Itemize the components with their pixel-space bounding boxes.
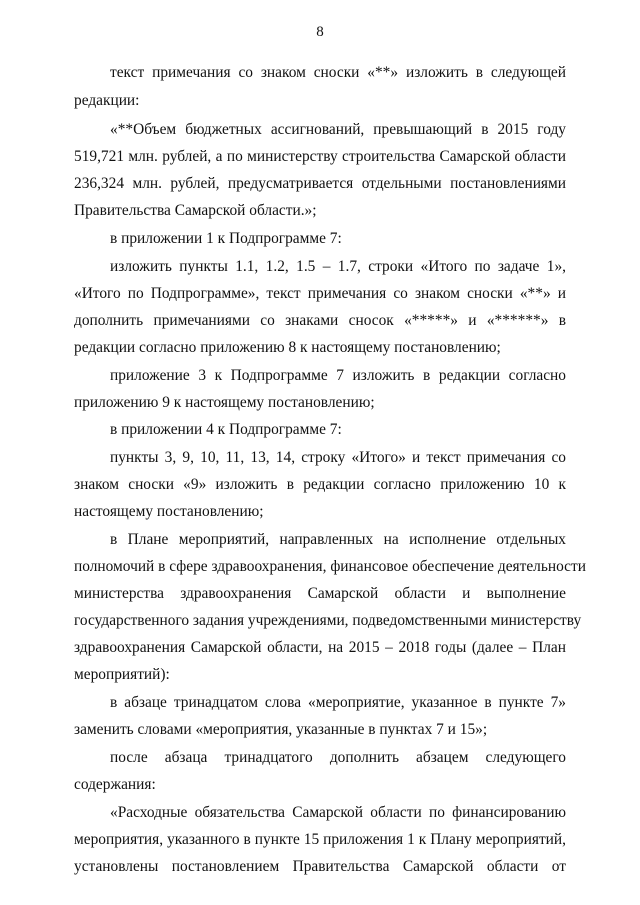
text-line: дополнить примечаниями со знаками сносок «*****» и «******» в (74, 312, 566, 329)
text-line: мероприятий): (74, 666, 170, 683)
text-line: содержания: (74, 776, 156, 793)
text-line: текст примечания со знаком сноски «**» изложить в следующей (110, 64, 566, 81)
text-line: пункты 3, 9, 10, 11, 13, 14, строку «Итого» и текст примечания со (110, 449, 566, 466)
text-line: здравоохранения Самарской области, на 2015 – 2018 годы (далее – План (74, 639, 566, 656)
text-line: полномочий в сфере здравоохранения, финансовое обеспечение деятельности (74, 558, 586, 575)
text-line: настоящему постановлению; (74, 503, 264, 520)
text-line: после абзаца тринадцатого дополнить абзацем следующего (110, 749, 566, 766)
text-line: в абзаце тринадцатом слова «мероприятие, указанное в пункте 7» (110, 694, 566, 711)
text-line: установлены постановлением Правительства Самарской области от (74, 858, 566, 875)
text-line: приложение 3 к Подпрограмме 7 изложить в редакции согласно (110, 367, 566, 384)
text-line: редакции согласно приложению 8 к настоящему постановлению; (74, 339, 501, 356)
text-line: в приложении 1 к Подпрограмме 7: (110, 230, 342, 247)
text-line: 519,721 млн. рублей, а по министерству строительства Самарской области (74, 148, 566, 165)
text-line: в Плане мероприятий, направленных на исполнение отдельных (110, 531, 566, 548)
text-line: 236,324 млн. рублей, предусматривается отдельными постановлениями (74, 175, 566, 192)
text-line: «**Объем бюджетных ассигнований, превышающий в 2015 году (110, 121, 566, 138)
text-line: государственного задания учреждениями, подведомственными министерству (74, 612, 582, 629)
text-line: Правительства Самарской области.»; (74, 202, 317, 219)
text-line: редакции: (74, 92, 140, 109)
text-line: изложить пункты 1.1, 1.2, 1.5 – 1.7, строки «Итого по задаче 1», (110, 258, 566, 275)
text-line: знаком сноски «9» изложить в редакции согласно приложению 10 к (74, 476, 566, 493)
text-line: мероприятия, указанного в пункте 15 приложения 1 к Плану мероприятий, (74, 831, 566, 848)
text-line: «Расходные обязательства Самарской области по финансированию (110, 804, 566, 821)
text-line: в приложении 4 к Подпрограмме 7: (110, 421, 342, 438)
text-line: министерства здравоохранения Самарской области и выполнение (74, 585, 566, 602)
text-line: «Итого по Подпрограмме», текст примечания со знаком сноски «**» и (74, 285, 566, 302)
text-line: заменить словами «мероприятия, указанные в пунктах 7 и 15»; (74, 721, 488, 738)
text-line: приложению 9 к настоящему постановлению; (74, 394, 375, 411)
page-number: 8 (316, 24, 324, 40)
